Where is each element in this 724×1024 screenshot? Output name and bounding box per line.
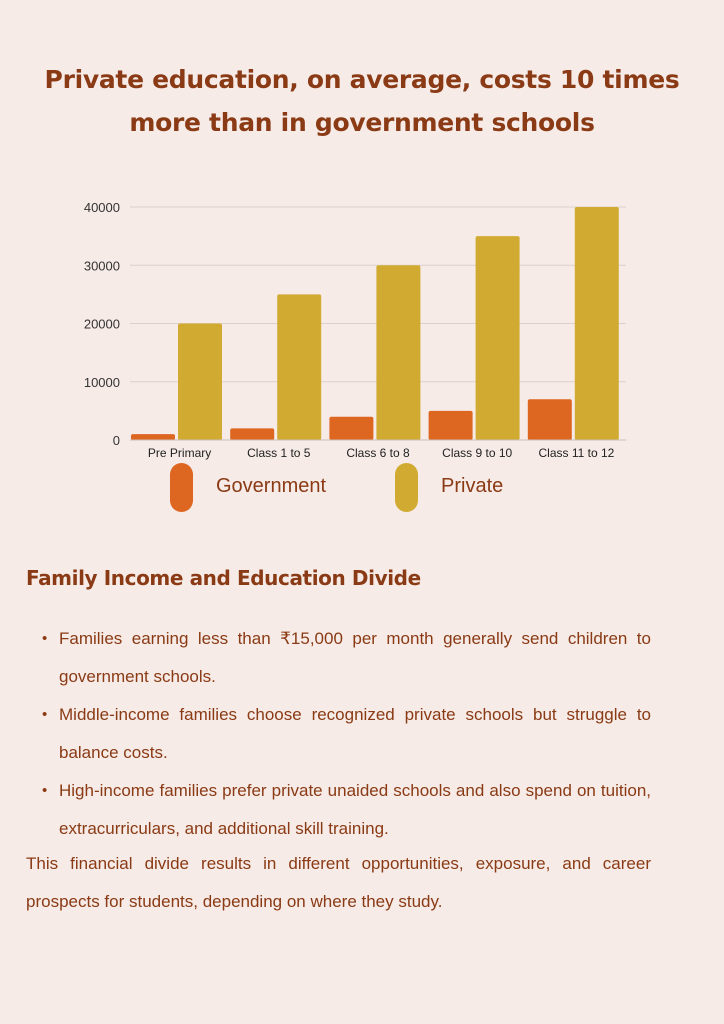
section-heading: Family Income and Education Divide <box>26 566 421 590</box>
closing-paragraph: This financial divide results in different opportunities, exposure, and career prospects for students, depending on where they study. <box>26 854 651 911</box>
private-bar <box>476 236 520 440</box>
y-tick-label: 20000 <box>83 316 120 332</box>
x-tick-label: Pre Primary <box>147 446 212 460</box>
x-tick-label: Class 6 to 8 <box>346 446 410 460</box>
private-bar <box>575 207 619 440</box>
legend-label-private: Private <box>441 475 504 497</box>
private-bar <box>376 265 420 440</box>
government-bar <box>230 428 274 440</box>
x-tick-label: Class 1 to 5 <box>247 446 311 460</box>
bullet-item: • Families earning less than ₹15,000 per month generally send children to government schools. <box>59 620 651 696</box>
private-bar <box>178 324 222 441</box>
government-bar <box>528 399 572 440</box>
title-line: Private education, on average, costs 10 times <box>44 65 680 94</box>
y-tick-label: 30000 <box>83 258 120 274</box>
bullet-item: • Middle-income families choose recognized private schools but struggle to balance costs. <box>59 696 651 772</box>
legend-swatch-private <box>395 463 418 512</box>
government-bar <box>329 417 373 440</box>
title-line: more than in government schools <box>129 108 595 137</box>
y-tick-label: 40000 <box>83 200 120 215</box>
bullet-list <box>26 620 651 848</box>
bullet-item: • High-income families prefer private unaided schools and also spend on tuition, extracurriculars, and additional skill training. <box>59 772 651 848</box>
legend-swatch-government <box>170 463 193 512</box>
government-bar <box>429 411 473 440</box>
x-tick-label: Class 11 to 12 <box>538 446 615 460</box>
private-bar <box>277 294 321 440</box>
y-tick-label: 10000 <box>83 374 120 390</box>
y-tick-label: 0 <box>112 433 120 448</box>
x-tick-label: Class 9 to 10 <box>442 446 513 460</box>
government-bar <box>131 434 175 440</box>
legend-label-government: Government <box>216 475 327 497</box>
